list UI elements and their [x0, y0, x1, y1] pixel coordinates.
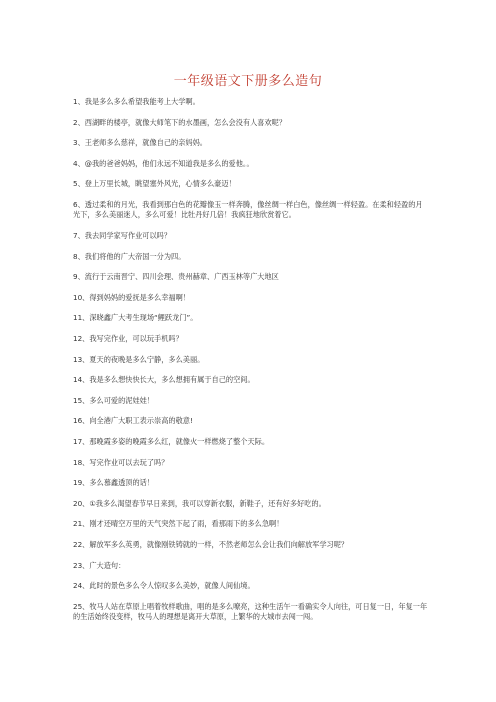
list-item: 13、夏天的夜晚是多么宁静，多么美丽。 — [73, 354, 205, 364]
list-item: 19、多么慕鑫透顶的话！ — [73, 478, 155, 488]
list-item: 11、深晓鑫广大考生现场“鲤跃龙门”。 — [73, 313, 198, 323]
list-item: 8、我们将他的广大帝国一分为四。 — [73, 251, 186, 261]
list-item: 10、得到妈妈的爱抚是多么幸福啊！ — [73, 292, 190, 302]
list-item: 4、@我的爸爸妈妈，他们永远不知道我是多么的爱他。。 — [73, 158, 254, 168]
list-item: 20、①我多么渴望春节早日来到，我可以穿新衣服，新鞋子，还有好多好吃的。 — [73, 498, 326, 508]
list-item: 9、流行于云南晋宁、四川会理、贵州赫章、广西玉林等广大地区 — [73, 272, 279, 282]
list-item: 5、登上万里长城，眺望塞外风光，心情多么豪迈！ — [73, 179, 236, 189]
list-item: 24、此时的景色多么令人惊叹多么美妙，就像人间仙境。 — [73, 581, 255, 591]
list-item: 17、那晚霞多姿的晚霞多么红，就像火一样燃烧了整个天际。 — [73, 437, 270, 446]
list-item: 14、我是多么想快快长大，多么想拥有属于自己的空间。 — [73, 375, 255, 385]
page-title: 一年级语文下册多么造句 — [173, 74, 323, 89]
list-item: 16、向全港广大职工表示崇高的敬意! — [73, 416, 193, 426]
list-item: 12、我写完作业，可以玩手机吗？ — [73, 334, 183, 344]
list-item: 23、广大造句： — [73, 560, 126, 570]
list-item: 18、写完作业可以去玩了吗？ — [73, 457, 169, 467]
list-item: 22、解放军多么英勇，就像刚铁铸就的一样，不然老师怎么会让我们向解放军学习呢？ — [73, 539, 349, 549]
list-item: 25、牧马人站在草原上唱着牧样歌曲，唱的是多么嘹亮，这种生活午一看确实令人向往，可日复一日，年复一年的生活始终没变样，牧马人的理想是离开大草原，上繁华的大城市去闯一闯。 — [73, 601, 428, 622]
list-item: 21、刚才还晴空万里的天气突然下起了雨，看那雨下的多么急啊！ — [73, 519, 284, 529]
list-item: 7、我去同学家写作业可以吗？ — [73, 231, 172, 241]
list-item: 6、透过柔和的月光，我看到那白色的花瓣像玉一样奔腾，像丝绸一样白色，像丝绸一样轻盈。在柔和轻盈的月光下，多么美丽迷人，多么可爱！比牡丹好几倍！我疯狂地欣赏着它。 — [73, 199, 423, 220]
list-item: 3、王老师多么慈祥，就像自己的亲妈妈。 — [73, 138, 207, 148]
list-item: 1、我是多么多么希望我能考上大学啊。 — [73, 97, 200, 106]
sentence-list — [73, 97, 429, 633]
list-item: 2、西湖畔的楼亭，就像大师笔下的水墨画，怎么会没有人喜欢呢？ — [73, 117, 287, 127]
list-item: 15、多么可爱的泥娃娃！ — [73, 395, 155, 405]
